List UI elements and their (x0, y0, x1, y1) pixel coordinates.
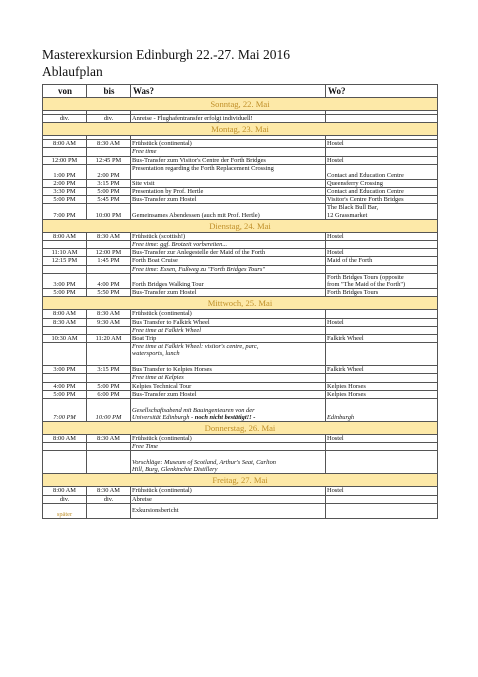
cell-was-line: Vorschläge: Museum of Scotland, Arthur's Seat, Carlton (132, 459, 276, 467)
cell-bis: 10:00 PM (87, 399, 131, 422)
table-row (43, 443, 438, 451)
cell-was: Bus-Transfer zum Hostel (131, 196, 326, 204)
cell-von: 8:00 AM (43, 435, 87, 443)
cell-was: Free time: ggf. Brotzeit vorbereiten... (131, 241, 326, 249)
cell-was: Frühstück (continental) (131, 310, 326, 318)
col-header-wo: Wo? (326, 85, 438, 98)
cell-wo (326, 265, 438, 273)
table-row (43, 249, 438, 257)
cell-was: Bus-Transfer zum Hostel (131, 390, 326, 398)
cell-von (43, 451, 87, 474)
cell-von (43, 374, 87, 382)
cell-was: Bus-Transfer zur Anlegestelle der Maid of the Forth (131, 249, 326, 257)
cell-was: Forth Bridges Walking Tour (131, 273, 326, 288)
cell-wo (326, 451, 438, 474)
cell-bis: 3:15 PM (87, 179, 131, 187)
cell-was: Free time: Essen, Fußweg zu "Forth Bridges Tours" (131, 265, 326, 273)
day-row (43, 219, 438, 232)
cell-bis: 5:00 PM (87, 382, 131, 390)
cell-wo: Kelpies Horses (326, 382, 438, 390)
cell-wo (326, 273, 438, 288)
cell-von: div. (43, 495, 87, 503)
cell-wo: Visitor's Centre Forth Bridges (326, 196, 438, 204)
cell-was: Forth Boat Cruise (131, 257, 326, 265)
cell-was: Bus Transfer to Kelpies Horses (131, 366, 326, 374)
cell-wo: Contact and Education Centre (326, 188, 438, 196)
table-row (43, 326, 438, 334)
cell-wo: Hostel (326, 156, 438, 164)
cell-wo (326, 204, 438, 219)
cell-von: div. (43, 115, 87, 123)
cell-wo: Kelpies Horses (326, 390, 438, 398)
cell-was: Frühstück (scottish!) (131, 232, 326, 240)
cell-was: Site visit (131, 179, 326, 187)
cell-was: Free time at Kelpies (131, 374, 326, 382)
cell-was-text: Universität Edinburgh - (132, 413, 195, 421)
table-row (43, 335, 438, 343)
cell-von: 5:00 PM (43, 289, 87, 297)
cell-bis: div. (87, 495, 131, 503)
cell-was: Exkursionsbericht (131, 503, 326, 518)
document-title: Masterexkursion Edinburgh 22.-27. Mai 2016 (42, 47, 290, 62)
cell-wo (326, 326, 438, 334)
table-row (43, 265, 438, 273)
cell-wo (326, 115, 438, 123)
cell-bis: 2:00 PM (87, 164, 131, 179)
cell-bis: 4:00 PM (87, 273, 131, 288)
cell-bis: 6:00 PM (87, 390, 131, 398)
cell-wo: Hostel (326, 318, 438, 326)
cell-von (43, 326, 87, 334)
table-row (43, 390, 438, 398)
cell-wo: Falkirk Wheel (326, 335, 438, 343)
cell-wo-line: Forth Bridges Tours (opposite (327, 273, 404, 281)
table-row (43, 241, 438, 249)
cell-bis (87, 503, 131, 518)
cell-bis: 8:30 AM (87, 487, 131, 495)
cell-von: 8:00 AM (43, 140, 87, 148)
cell-was: Abreise (131, 495, 326, 503)
cell-was: Bus-Transfer zum Hostel (131, 289, 326, 297)
cell-wo: Contact and Education Centre (326, 164, 438, 179)
cell-von: 8:00 AM (43, 232, 87, 240)
cell-wo (326, 148, 438, 156)
table-row (43, 435, 438, 443)
cell-bis: 8:30 AM (87, 232, 131, 240)
table-row (43, 140, 438, 148)
table-row (43, 451, 438, 474)
cell-von: 8:30 AM (43, 318, 87, 326)
cell-wo: Hostel (326, 249, 438, 257)
cell-bis: 8:30 AM (87, 140, 131, 148)
table-row (43, 318, 438, 326)
cell-von: 7:00 PM (43, 204, 87, 219)
cell-wo (326, 495, 438, 503)
cell-was: Free time (131, 148, 326, 156)
table-row (43, 503, 438, 518)
table-row (43, 196, 438, 204)
table-row (43, 310, 438, 318)
table-row (43, 156, 438, 164)
cell-was: Frühstück (continental) (131, 487, 326, 495)
cell-was (131, 343, 326, 366)
day-row (43, 98, 438, 111)
cell-bis: 3:15 PM (87, 366, 131, 374)
cell-was: Bus Transfer to Falkirk Wheel (131, 318, 326, 326)
day-label: Freitag, 27. Mai (43, 474, 438, 487)
cell-was: Presentation by Prof. Hertle (131, 188, 326, 196)
table-row (43, 257, 438, 265)
cell-was-line: watersports, lunch (132, 350, 180, 358)
cell-von: 5:00 PM (43, 390, 87, 398)
cell-von: 12:00 PM (43, 156, 87, 164)
header-row (43, 85, 438, 98)
schedule-table (42, 84, 438, 519)
table-row (43, 382, 438, 390)
cell-von: 3:30 PM (43, 188, 87, 196)
cell-wo: Queensferry Crossing (326, 179, 438, 187)
cell-von: 10:30 AM (43, 335, 87, 343)
cell-bis: 8:30 AM (87, 310, 131, 318)
cell-von (43, 148, 87, 156)
cell-bis: 11:20 AM (87, 335, 131, 343)
cell-was-line: Gesellschaftsabend mit Bauingenieuren von der (132, 406, 255, 414)
document-subtitle: Ablaufplan (42, 64, 103, 79)
day-label: Dienstag, 24. Mai (43, 219, 438, 232)
cell-von: 4:00 PM (43, 382, 87, 390)
cell-wo: Hostel (326, 435, 438, 443)
cell-bis: 12:45 PM (87, 156, 131, 164)
table-row (43, 487, 438, 495)
table-row (43, 115, 438, 123)
cell-von: 3:00 PM (43, 273, 87, 288)
cell-wo: Hostel (326, 140, 438, 148)
cell-was: Frühstück (continental) (131, 435, 326, 443)
table-row (43, 343, 438, 366)
cell-bis: 12:00 PM (87, 249, 131, 257)
cell-was: Frühstück (continental) (131, 140, 326, 148)
cell-bis: div. (87, 115, 131, 123)
day-row (43, 474, 438, 487)
table-row (43, 179, 438, 187)
cell-wo (326, 310, 438, 318)
unconfirmed-note: noch nicht bestätigt!! - (194, 413, 256, 421)
table-row (43, 148, 438, 156)
cell-wo-line: 12 Grassmarket (327, 211, 368, 219)
day-label: Sonntag, 22. Mai (43, 98, 438, 111)
cell-wo (326, 241, 438, 249)
table-row (43, 164, 438, 179)
cell-von: 2:00 PM (43, 179, 87, 187)
cell-wo (326, 503, 438, 518)
table-row (43, 273, 438, 288)
table-row (43, 366, 438, 374)
cell-wo-line: from "The Maid of the Forth") (327, 281, 406, 289)
cell-bis: 10:00 PM (87, 204, 131, 219)
cell-wo (326, 443, 438, 451)
table-row (43, 495, 438, 503)
cell-was: Presentation regarding the Forth Replacement Crossing (131, 164, 326, 179)
cell-was: Free Time (131, 443, 326, 451)
cell-von: 3:00 PM (43, 366, 87, 374)
col-header-was: Was? (131, 85, 326, 98)
cell-wo: Maid of the Forth (326, 257, 438, 265)
cell-von: 5:00 PM (43, 196, 87, 204)
col-header-von: von (43, 85, 87, 98)
cell-wo: Forth Bridges Tours (326, 289, 438, 297)
table-row (43, 399, 438, 422)
col-header-bis: bis (87, 85, 131, 98)
cell-was: Gemeinsames Abendessen (auch mit Prof. Hertle) (131, 204, 326, 219)
day-label: Donnerstag, 26. Mai (43, 422, 438, 435)
cell-von: 8:00 AM (43, 310, 87, 318)
cell-bis (87, 326, 131, 334)
cell-was-line (132, 414, 324, 421)
cell-bis (87, 451, 131, 474)
cell-was: Free time at Falkirk Wheel (131, 326, 326, 334)
day-row (43, 123, 438, 136)
day-label: Mittwoch, 25. Mai (43, 297, 438, 310)
cell-wo: Hostel (326, 487, 438, 495)
cell-von: 1:00 PM (43, 164, 87, 179)
cell-von (43, 443, 87, 451)
cell-wo-line: The Black Bull Bar, (327, 204, 379, 212)
day-row (43, 297, 438, 310)
table-row (43, 188, 438, 196)
cell-bis: 1:45 PM (87, 257, 131, 265)
table-row (43, 232, 438, 240)
day-label: Montag, 23. Mai (43, 123, 438, 136)
cell-von: 8:00 AM (43, 487, 87, 495)
cell-wo: Edinburgh (326, 399, 438, 422)
cell-wo (326, 374, 438, 382)
cell-von: 7:00 PM (43, 399, 87, 422)
cell-was (131, 399, 326, 422)
cell-von: später (43, 503, 87, 518)
cell-bis: 5:50 PM (87, 289, 131, 297)
cell-bis: 8:30 AM (87, 435, 131, 443)
cell-von (43, 343, 87, 366)
cell-wo: Hostel (326, 232, 438, 240)
cell-bis (87, 265, 131, 273)
cell-was: Anreise - Flughafentransfer erfolgt individuell! (131, 115, 326, 123)
cell-wo (326, 343, 438, 366)
cell-bis (87, 443, 131, 451)
cell-von: 11:10 AM (43, 249, 87, 257)
cell-von: 12:15 PM (43, 257, 87, 265)
cell-was: Bus-Transfer zum Visitor's Centre der Forth Bridges (131, 156, 326, 164)
table-row (43, 289, 438, 297)
cell-bis (87, 241, 131, 249)
cell-bis (87, 148, 131, 156)
day-row (43, 422, 438, 435)
cell-wo: Falkirk Wheel (326, 366, 438, 374)
cell-was: Boat Trip (131, 335, 326, 343)
cell-was: Kelpies Technical Tour (131, 382, 326, 390)
cell-von (43, 241, 87, 249)
cell-bis: 5:45 PM (87, 196, 131, 204)
cell-bis: 9:30 AM (87, 318, 131, 326)
table-row (43, 374, 438, 382)
table-row (43, 204, 438, 219)
cell-bis (87, 374, 131, 382)
cell-was-line: Hill, Burg, Glenkinchie Distillery (132, 466, 218, 474)
cell-bis: 5:00 PM (87, 188, 131, 196)
cell-bis (87, 343, 131, 366)
cell-was (131, 451, 326, 474)
cell-von (43, 265, 87, 273)
cell-was-line: Free time at Falkirk Wheel: visitor's centre, parc, (132, 343, 259, 351)
